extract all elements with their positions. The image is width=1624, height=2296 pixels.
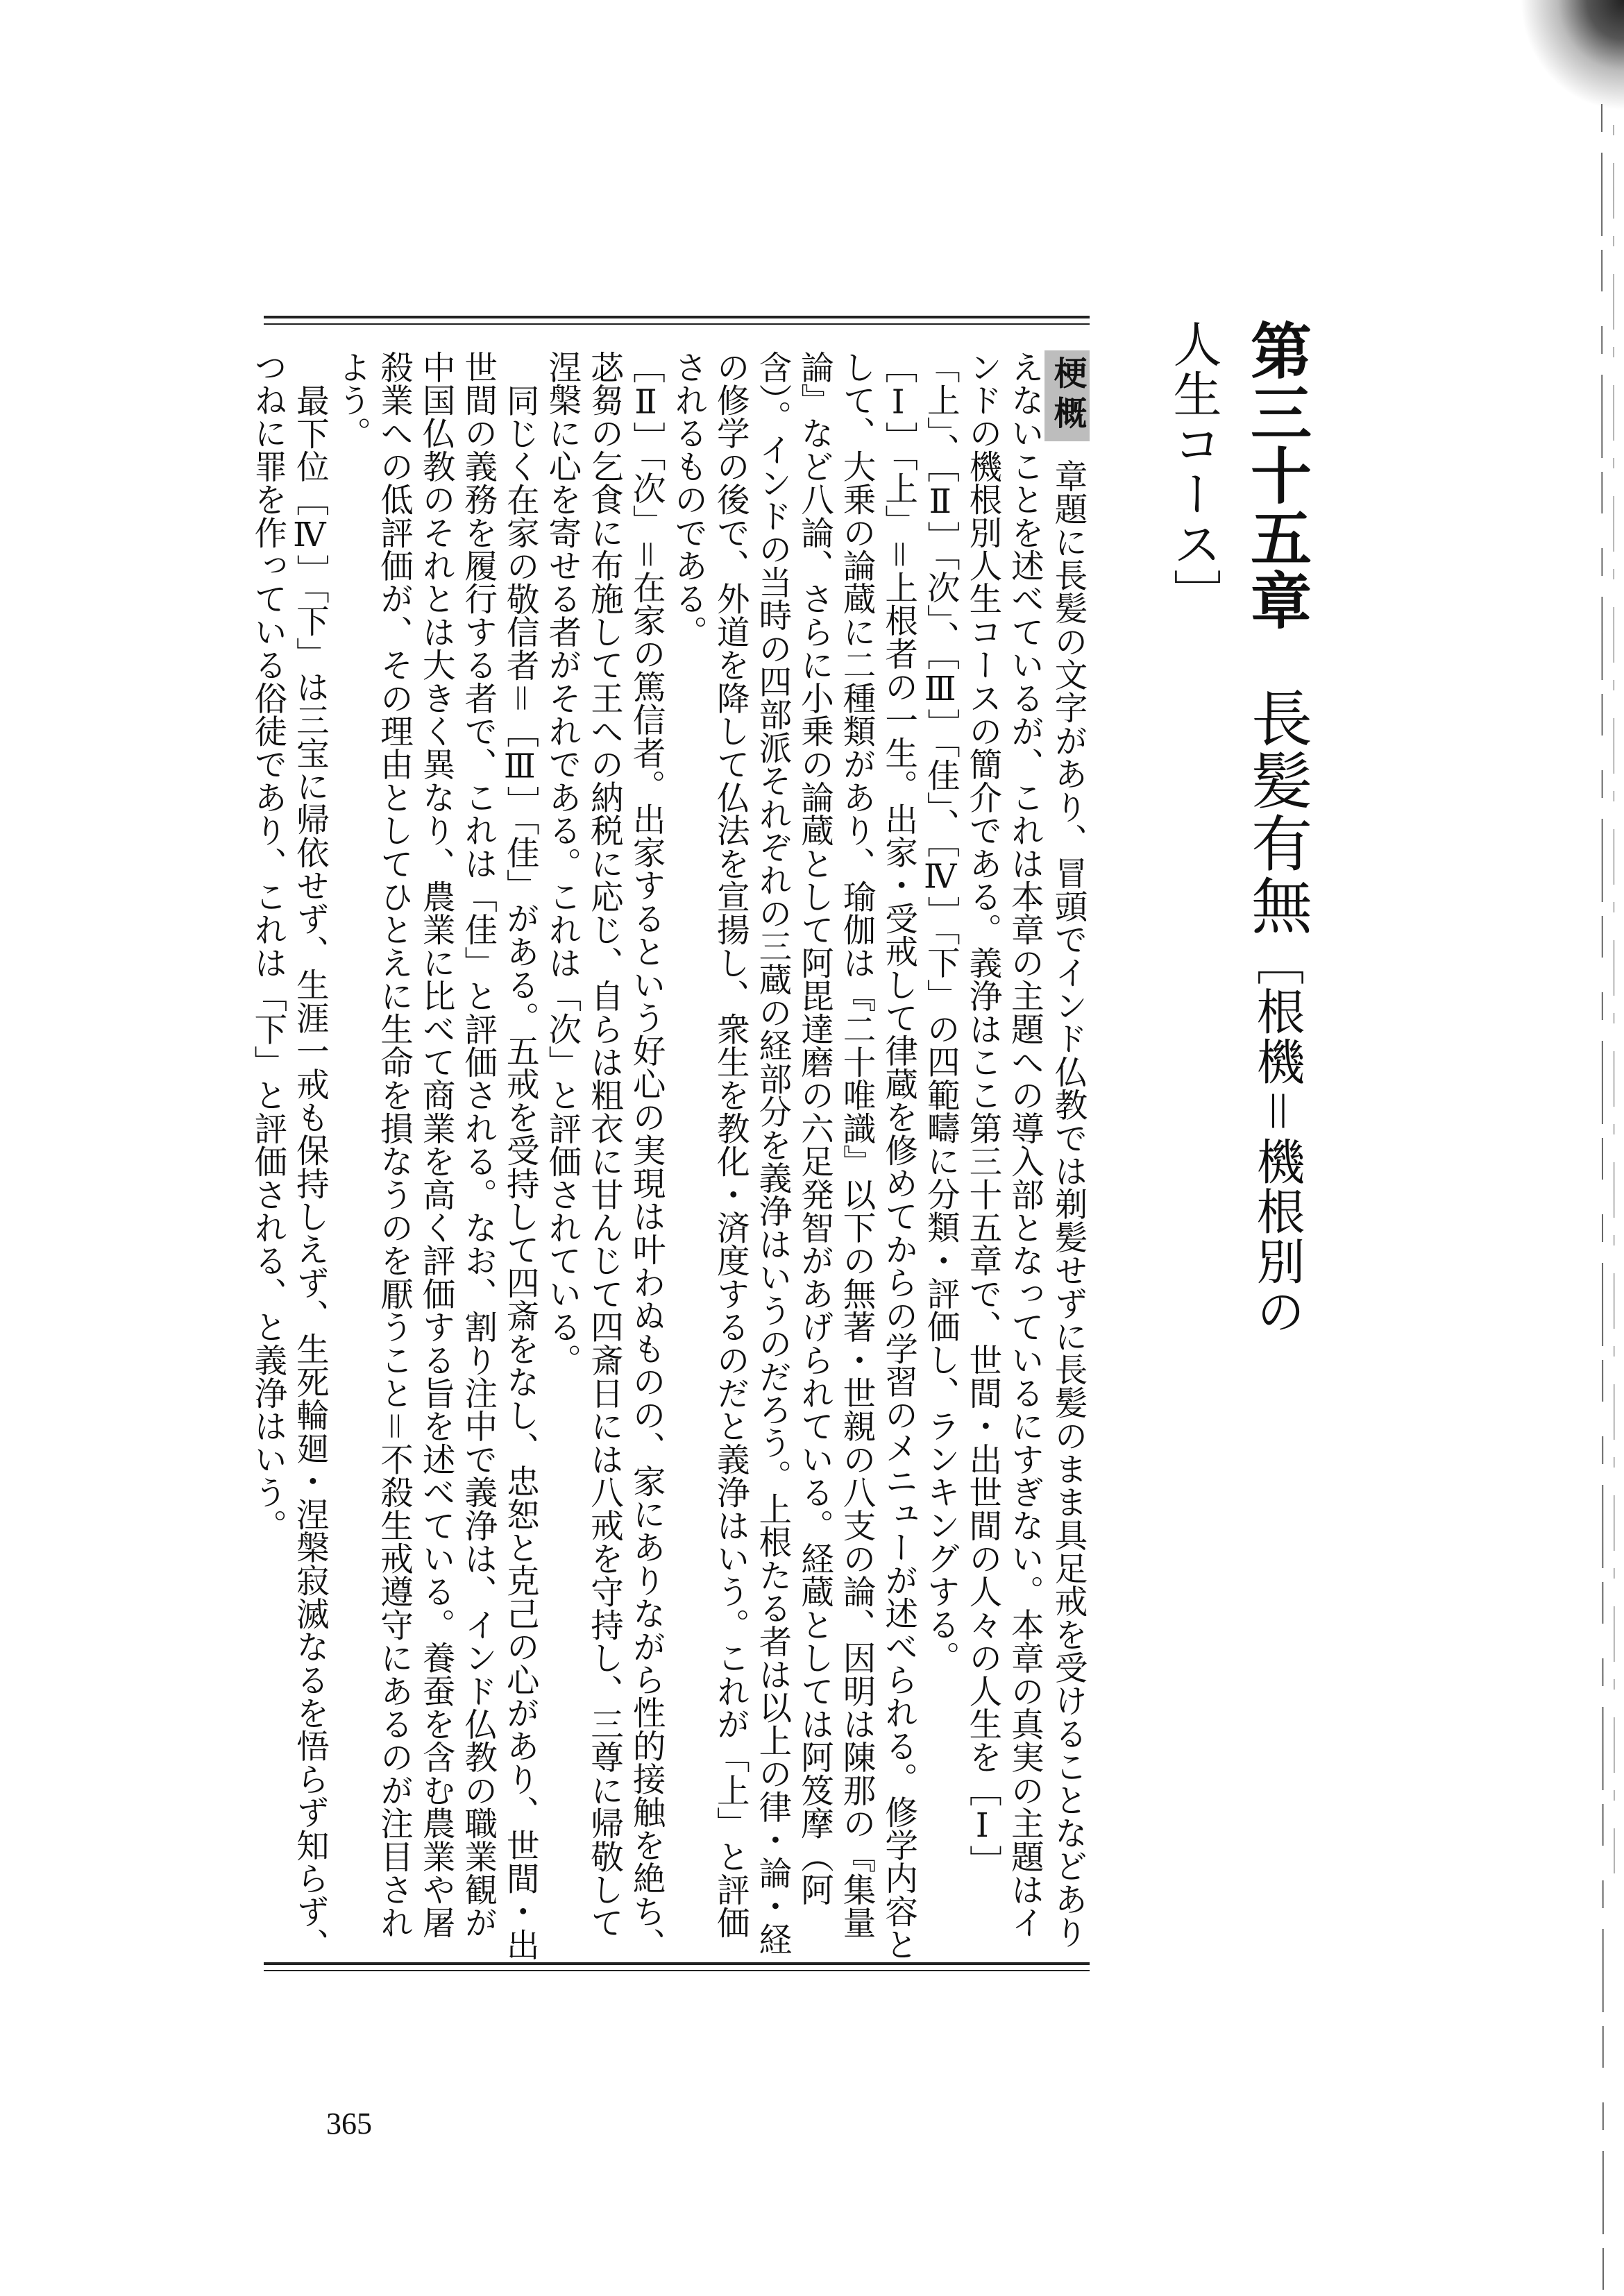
page-number: 365	[326, 2107, 372, 2141]
corner-shadow	[1520, 0, 1624, 111]
paragraph-4: 同じく在家の敬信者＝［Ⅲ］「佳」がある。五戒を受持して四斎をなし、忠恕と克己の心があり、世間・出世間の義務を履行する者で、これは「佳」と評価される。なお、割り注中で義浄は、インド仏教の職業観が中国仏教のそれとは大きく異なり、農業に比べて商業を高く評価する旨を述べている。養蚕を含む農業や屠殺業への低評価が、その理由としてひとえに生命を損なうのを厭うこと＝不殺生戒遵守にあるのが注目されよう。	[332, 350, 539, 1961]
top-rule	[264, 316, 1090, 318]
top-rule-thin	[264, 323, 1090, 325]
chapter-number: 第三十五章	[1241, 319, 1313, 631]
scan-edge-shadow	[1575, 0, 1624, 2296]
paragraph-3: ［Ⅱ］「次」＝在家の篤信者。出家するという好心の実現は叶わぬものの、家にありながら性的接触を絶ち、苾芻の乞食に布施して王への納税に応じ、自らは粗衣に甘んじて四斎日には八戒を守持し、三尊に帰敬して涅槃に心を寄せる者がそれである。これは「次」と評価されている。	[542, 350, 666, 1962]
section-label-badge: 梗概	[1044, 350, 1090, 441]
chapter-subtitle: ［根機＝機根別の人生コース］	[1165, 319, 1305, 1336]
paragraph-1	[919, 350, 1090, 1967]
paragraph-1-text: 章題に長髪の文字があり、冒頭でインド仏教では剃髪せずに長髪のまま具足戒を受けることなどありえないことを述べているが、これは本章の主題への導入部となっているにすぎない。本章の真実の主題はインドの機根別人生コースの簡介である。義浄はここ第三十五章で、世間・出世間の人々の人生を［Ⅰ］「上」、［Ⅱ］「次」、［Ⅲ］「佳」、［Ⅳ］「下」の四範疇に分類・評価し、ランキングする。	[921, 350, 1087, 1949]
summary-body	[248, 350, 1090, 1967]
bottom-rule-thin	[264, 1970, 1090, 1971]
chapter-name: 長髪有無	[1242, 687, 1313, 937]
chapter-title	[1165, 319, 1319, 1360]
paragraph-5: 最下位［Ⅳ］「下」は三宝に帰依せず、生涯一戒も保持しえず、生死輪廻・涅槃寂滅なるを悟らず知らず、つねに罪を作っている俗徒であり、これは「下」と評価される、と義浄はいう。	[248, 350, 329, 1961]
scan-edge-lines	[1575, 0, 1624, 2296]
paragraph-2: ［Ⅰ］「上」＝上根者の一生。出家・受戒して律蔵を修めてからの学習のメニューが述べられる。修学内容として、大乗の論蔵に二種類があり、瑜伽は『二十唯識』以下の無著・世親の八支の論、因明は陳那の『集量論』など八論、さらに小乗の論蔵として阿毘達磨の六足発智があげられている。経蔵としては阿笈摩（阿含）。インドの当時の四部派それぞれの三蔵の経部分を義浄はいうのだろう。上根たる者は以上の律・論・経の修学の後で、外道を降して仏法を宣揚し、衆生を教化・済度するのだと義浄はいう。これが「上」と評価されるものである。	[668, 350, 917, 1962]
